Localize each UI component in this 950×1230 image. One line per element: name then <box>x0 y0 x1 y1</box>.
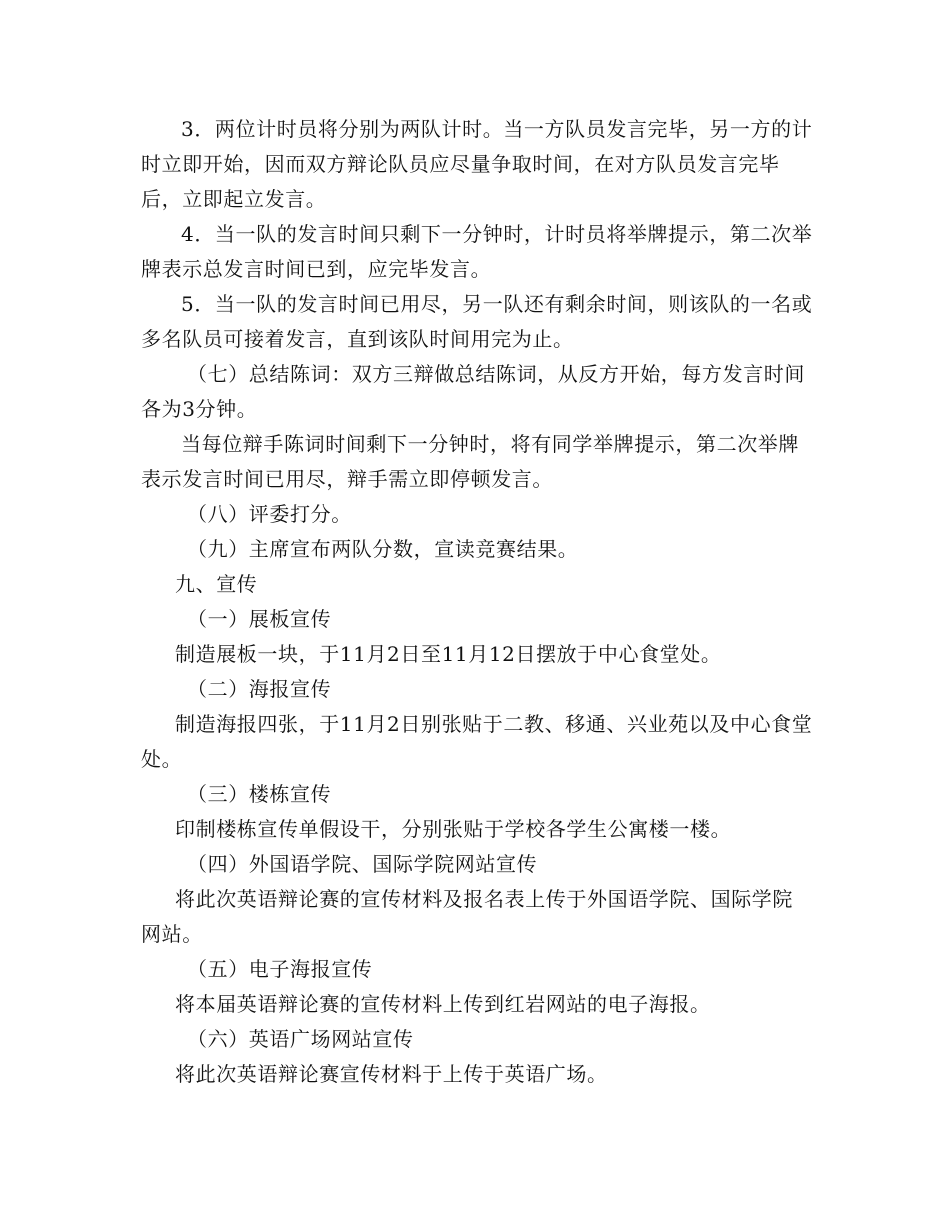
paragraph-closing-statements: （七）总结陈词：双方三辩做总结陈词，从反方开始，每方发言时间各为3分钟。 <box>141 362 805 421</box>
subheading-college-websites: （四）外国语学院、国际学院网站宣传 <box>187 852 538 876</box>
document-body <box>141 112 813 1092</box>
paragraph-english-square: 将此次英语辩论赛宣传材料于上传于英语广场。 <box>175 1062 608 1086</box>
paragraph-timekeeping: 3．两位计时员将分别为两队计时。当一方队员发言完毕，另一方的计时立即开始，因而双方辩论队员应尽量争取时间，在对方队员发言完毕后，立即起立发言。 <box>141 117 813 211</box>
paragraph-announce-results: （九）主席宣布两队分数，宣读竞赛结果。 <box>187 537 579 561</box>
section-heading-publicity: 九、宣传 <box>175 572 258 596</box>
subheading-e-poster: （五）电子海报宣传 <box>187 957 373 981</box>
subheading-english-square: （六）英语广场网站宣传 <box>187 1027 414 1051</box>
paragraph-building-flyers: 印制楼栋宣传单假设干，分别张贴于学校各学生公寓楼一楼。 <box>175 817 732 841</box>
subheading-posters: （二）海报宣传 <box>187 677 332 701</box>
paragraph-e-poster: 将本届英语辩论赛的宣传材料上传到红岩网站的电子海报。 <box>175 992 711 1016</box>
subheading-building-flyers: （三）楼栋宣传 <box>187 782 332 806</box>
paragraph-closing-warning: 当每位辩手陈词时间剩下一分钟时，将有同学举牌提示，第二次举牌表示发言时间已用尽，辩手需立即停顿发言。 <box>141 432 799 491</box>
paragraph-one-minute-warning: 4．当一队的发言时间只剩下一分钟时，计时员将举牌提示，第二次举牌表示总发言时间已到，应完毕发言。 <box>141 222 813 281</box>
paragraph-remaining-time: 5．当一队的发言时间已用尽，另一队还有剩余时间，则该队的一名或多名队员可接着发言，直到该队时间用完为止。 <box>141 292 813 351</box>
paragraph-judges-scoring: （八）评委打分。 <box>187 502 352 526</box>
paragraph-college-websites: 将此次英语辩论赛的宣传材料及报名表上传于外国语学院、国际学院网站。 <box>141 887 793 946</box>
paragraph-posters: 制造海报四张，于11月2日别张贴于二教、移通、兴业苑以及中心食堂处。 <box>141 712 813 771</box>
subheading-display-board: （一）展板宣传 <box>187 607 332 631</box>
paragraph-display-board: 制造展板一块，于11月2日至11月12日摆放于中心食堂处。 <box>175 642 722 666</box>
